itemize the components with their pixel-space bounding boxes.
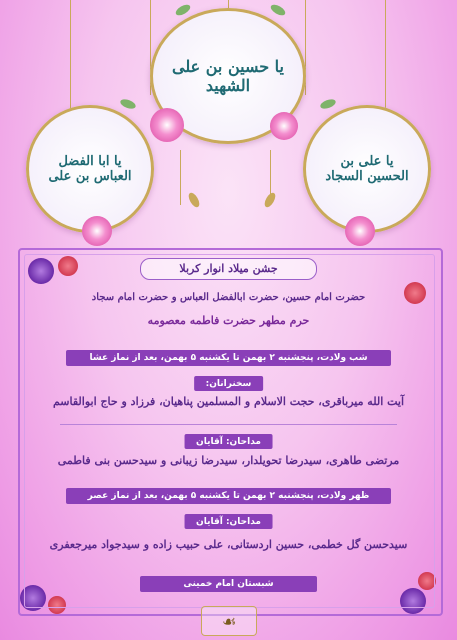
center-calligraphy: یا حسین بن علی الشهید [171, 57, 285, 95]
day-schedule-band: ظهر ولادت، پنجشنبه ۲ بهمن تا یکشنبه ۵ بهمن، بعد از نماز عصر [66, 488, 391, 504]
chain-ornament [70, 0, 71, 110]
divider [60, 424, 397, 425]
night-schedule-band: شب ولادت، پنجشنبه ۲ بهمن تا یکشنبه ۵ بهمن، بعد از نماز عشا [66, 350, 391, 366]
honorees-line: حضرت امام حسین، حضرت ابالفضل العباس و حضرت امام سجاد [91, 292, 366, 303]
flower-icon [150, 108, 184, 142]
chain-ornament [385, 0, 386, 110]
eulogists-tag-2: مداحان: آقایان [184, 514, 273, 529]
shrine-logo-icon: ☙ [201, 606, 257, 636]
eulogists-tag-1: مداحان: آقایان [184, 434, 273, 449]
shrine-line: حرم مطهر حضرت فاطمه معصومه [147, 314, 310, 327]
eulogists-list-2: سیدحسن گل خطمی، حسین اردستانی، علی حبیب زاده و سیدجواد میرجعفری [49, 538, 408, 551]
venue-band: شبستان امام خمینی [140, 576, 317, 592]
speakers-list: آیت الله میرباقری، حجت الاسلام و المسلمین پناهیان، فرزاد و حاج ابوالقاسم [52, 395, 405, 408]
left-calligraphy: یا ابا الفضل العباس بن علی [48, 154, 132, 184]
speakers-tag: سخنرانان: [194, 376, 264, 391]
flower-icon [270, 112, 298, 140]
flower-icon [82, 216, 112, 246]
festival-title: جشن میلاد انوار کربلا [140, 258, 317, 280]
content-frame-inner [24, 254, 435, 608]
left-medallion [26, 105, 154, 233]
flower-icon [345, 216, 375, 246]
chain-ornament [180, 150, 181, 205]
right-calligraphy: یا علی بن الحسین السجاد [325, 154, 409, 184]
right-medallion [303, 105, 431, 233]
eulogists-list-1: مرتضی طاهری، سیدرضا تحویلدار، سیدرضا زیبانی و سیدحسن بنی فاطمی [57, 454, 400, 467]
